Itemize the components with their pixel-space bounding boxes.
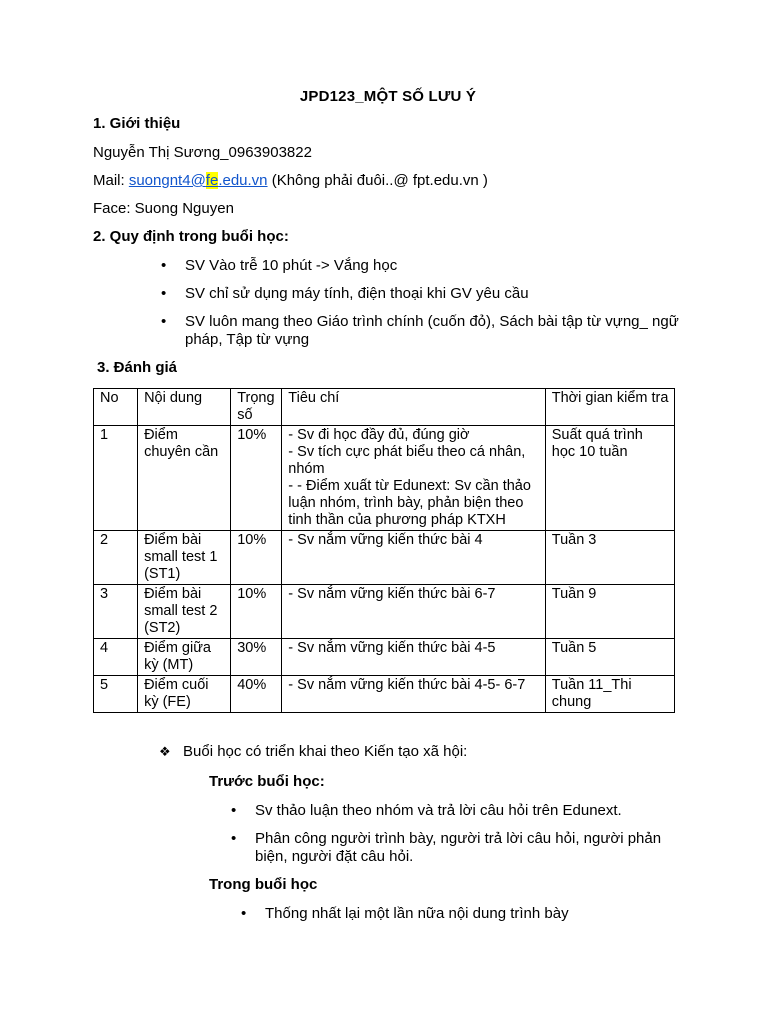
table-cell: Tuần 3: [545, 531, 674, 585]
email-part-3: .edu.vn: [218, 172, 268, 189]
mail-line: [93, 172, 683, 190]
before-class-item: • Phân công người trình bày, người trả lời câu hỏi, người phản biện, người đặt câu hỏi.: [255, 830, 683, 866]
rules-list: [93, 257, 683, 349]
table-cell: - Sv nắm vững kiến thức bài 4-5: [282, 639, 545, 676]
before-class-item: • Sv thảo luận theo nhóm và trả lời câu hỏi trên Edunext.: [255, 802, 683, 820]
before-class-list: [93, 802, 683, 866]
email-link[interactable]: [129, 172, 268, 189]
document-title: JPD123_MỘT SỐ LƯU Ý: [299, 88, 477, 105]
rule-item: • SV luôn mang theo Giáo trình chính (cuốn đỏ), Sách bài tập từ vựng_ ngữ pháp, Tập từ vựng: [185, 313, 683, 349]
table-cell: Tuần 9: [545, 585, 674, 639]
table-cell: - Sv nắm vững kiến thức bài 4-5- 6-7: [282, 676, 545, 713]
table-cell: 40%: [231, 676, 282, 713]
table-cell: 30%: [231, 639, 282, 676]
face-line: Face: Suong Nguyen: [93, 200, 234, 217]
email-part-1: suongnt4@: [128, 172, 206, 189]
table-cell: 10%: [231, 585, 282, 639]
table-cell: 3: [94, 585, 138, 639]
table-header-row: [94, 389, 675, 426]
table-cell: 4: [94, 639, 138, 676]
table-cell: Tuần 11_Thi chung: [545, 676, 674, 713]
table-header-cell: Trọng số: [231, 389, 282, 426]
table-header-cell: Nội dung: [138, 389, 231, 426]
diamond-bullet-icon: ❖: [159, 744, 171, 759]
table-cell: Điểm chuyên cần: [138, 426, 231, 531]
section-evaluation-heading: 3. Đánh giá: [97, 359, 178, 376]
kthx-intro-line: [93, 743, 683, 761]
table-cell: - Sv nắm vững kiến thức bài 4: [282, 531, 545, 585]
kthx-intro-text: Buổi học có triển khai theo Kiến tạo xã hội:: [183, 743, 468, 760]
document-page: [93, 88, 683, 933]
table-row: [94, 585, 675, 639]
during-class-list: [93, 905, 683, 923]
table-cell: Điểm cuối kỳ (FE): [138, 676, 231, 713]
table-cell: Điểm bài small test 2 (ST2): [138, 585, 231, 639]
teacher-name-line: Nguyễn Thị Sương_0963903822: [93, 144, 312, 161]
section-intro-heading: 1. Giới thiệu: [93, 115, 181, 132]
email-highlighted-part: fe: [205, 172, 219, 189]
mail-label: Mail:: [93, 172, 129, 189]
before-class-heading: Trước buổi học:: [209, 773, 325, 790]
table-row: [94, 676, 675, 713]
table-cell: 10%: [231, 426, 282, 531]
table-cell: - Sv nắm vững kiến thức bài 6-7: [282, 585, 545, 639]
table-header-cell: No: [94, 389, 138, 426]
table-cell: Điểm giữa kỳ (MT): [138, 639, 231, 676]
table-header-cell: Thời gian kiểm tra: [545, 389, 674, 426]
table-cell: 10%: [231, 531, 282, 585]
mail-note: (Không phải đuôi..@ fpt.edu.vn ): [267, 172, 488, 189]
table-cell: 2: [94, 531, 138, 585]
table-body: [94, 426, 675, 713]
table-row: [94, 426, 675, 531]
table-cell: Tuần 5: [545, 639, 674, 676]
rule-item: • SV chỉ sử dụng máy tính, điện thoại khi GV yêu cầu: [185, 285, 683, 303]
during-class-item: • Thống nhất lại một lần nữa nội dung trình bày: [265, 905, 683, 923]
table-cell: - Sv đi học đầy đủ, đúng giờ - Sv tích cực phát biểu theo cá nhân, nhóm - - Điểm xuất từ Edunext: Sv cần thảo luận nhóm, trình bày, phản biện theo tinh thần của phương pháp KTXH: [282, 426, 545, 531]
rule-item: • SV Vào trễ 10 phút -> Vắng học: [185, 257, 683, 275]
evaluation-table: [93, 388, 675, 713]
table-row: [94, 531, 675, 585]
table-cell: 5: [94, 676, 138, 713]
table-header-cell: Tiêu chí: [282, 389, 545, 426]
table-cell: 1: [94, 426, 138, 531]
section-rules-heading: 2. Quy định trong buổi học:: [93, 228, 289, 245]
table-row: [94, 639, 675, 676]
table-cell: Suất quá trình học 10 tuần: [545, 426, 674, 531]
during-class-heading: Trong buổi học: [209, 876, 318, 893]
table-cell: Điểm bài small test 1 (ST1): [138, 531, 231, 585]
